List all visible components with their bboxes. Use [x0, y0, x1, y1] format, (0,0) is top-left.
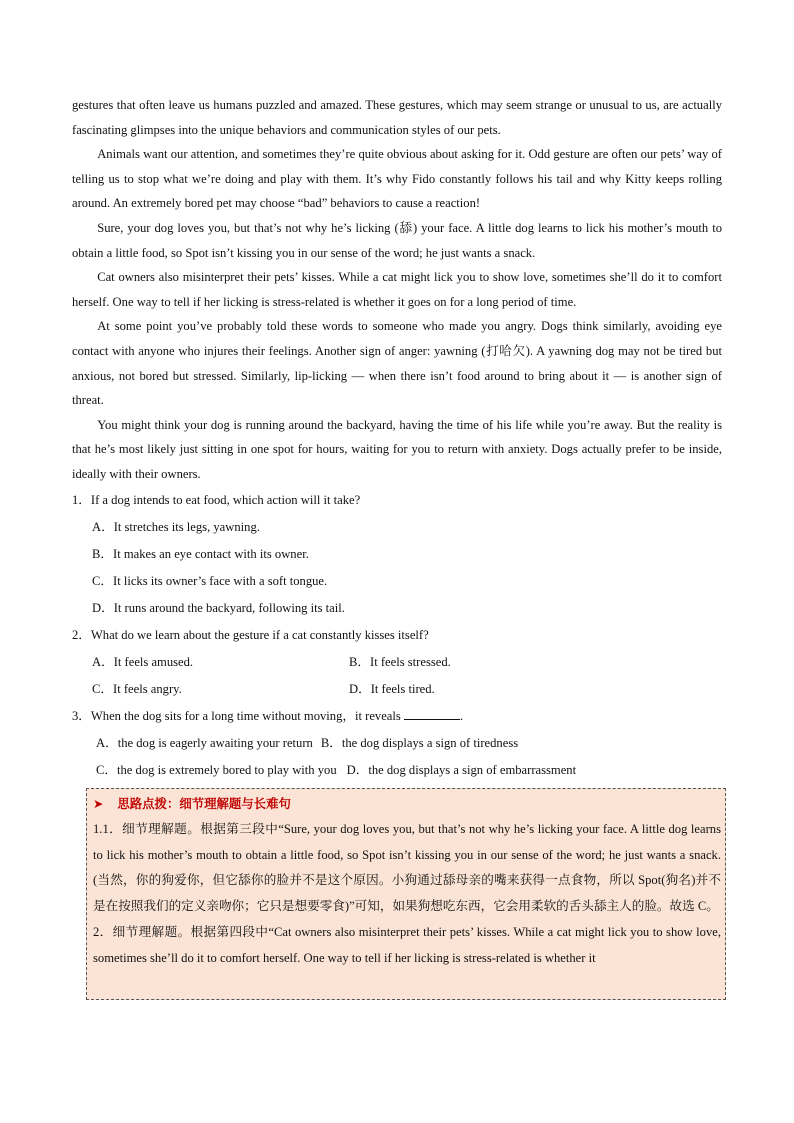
question-1-option-a[interactable]: A．It stretches its legs, yawning. [92, 519, 260, 534]
question-3-stem-end: . [459, 708, 464, 723]
passage-paragraph-4: Cat owners also misinterpret their pets’ kisses. While a cat might lick you to show love, sometimes she’ll do it to comfort herself. One way to tell if her licking is stress-related is whether it goes on for a long period of time. [72, 270, 722, 309]
question-2-stem: 2．What do we learn about the gesture if a cat constantly kisses itself? [72, 627, 429, 642]
hint-box-header [93, 791, 721, 817]
question-3 [72, 703, 722, 784]
question-3-option-b[interactable]: B．the dog displays a sign of tiredness [320, 735, 519, 750]
hint-paragraph-1: 1.1．细节理解题。根据第三段中“Sure, your dog loves you, but that’s not why he’s licking your face. A little dog learns to lick his mother’s mouth to obtain a little food, so Spot isn’t kissing you in our sense of the word; he just wants a snack.(当然，你的狗爱你，但它舔你的脸并不是这个原因。小狗通过舔母亲的嘴来获得一点食物，所以 Spot(狗名)并不是在按照我们的定义亲吻你；它只是想要零食)”可知，如果狗想吃东西，它会用柔软的舌头舔主人的脸。故选 C。 [93, 821, 721, 914]
question-2-option-a[interactable]: A．It feels amused. [92, 654, 194, 669]
question-3-option-a[interactable]: A．the dog is eagerly awaiting your return [96, 735, 313, 750]
question-2 [72, 622, 722, 703]
passage-paragraph-2: Animals want our attention, and sometimes they’re quite obvious about asking for it. Odd gesture are often our pets’ way of telling us to stop what we’re doing and play with them. It’s why Fido constantly follows his tail and why Kitty keeps rolling around. An extremely bored pet may choose “bad” behaviors to cause a reaction! [72, 147, 722, 211]
hint-paragraph-2: 2．细节理解题。根据第四段中“Cat owners also misinterpret their pets’ kisses. While a cat might lick you to show love, sometimes she’ll do it to comfort herself. One way to tell if her licking is stress-related is whether it [93, 924, 721, 965]
hint-box [86, 788, 726, 1000]
passage-paragraph-3: Sure, your dog loves you, but that’s not why he’s licking (舔) your face. A little dog learns to lick his mother’s mouth to obtain a little food, so Spot isn’t kissing you in our sense of the word; he just wants a snack. [72, 220, 722, 260]
question-2-option-b[interactable]: B．It feels stressed. [349, 654, 451, 669]
question-3-stem: 3．When the dog sits for a long time without moving，it reveals [72, 708, 401, 723]
question-1 [72, 487, 722, 622]
passage-paragraph-1: gestures that often leave us humans puzzled and amazed. These gestures, which may seem strange or unusual to us, are actually fascinating glimpses into the unique behaviors and communication styles of our pets. [72, 98, 722, 137]
arrow-right-icon: ➤ [93, 796, 104, 811]
reading-passage [72, 93, 722, 784]
question-1-option-d[interactable]: D．It runs around the backyard, following its tail. [92, 600, 345, 615]
question-1-stem: 1．If a dog intends to eat food, which action will it take? [72, 492, 361, 507]
question-3-stem-wrap [72, 703, 722, 730]
question-2-option-d[interactable]: D．It feels tired. [349, 681, 435, 696]
question-3-option-d[interactable]: D．the dog displays a sign of embarrassment [346, 762, 577, 777]
question-3-option-c[interactable]: C．the dog is extremely bored to play with you [96, 762, 337, 777]
passage-paragraph-5: At some point you’ve probably told these words to someone who made you angry. Dogs think similarly, avoiding eye contact with anyone who injures their feelings. Another sign of anger: yawning (打哈欠). A yawning dog may not be tired but anxious, not bored but stressed. Similarly, lip-licking — when there isn’t food around to bring about it — is another sign of threat. [72, 319, 722, 408]
question-1-option-b[interactable]: B．It makes an eye contact with its owner. [92, 546, 309, 561]
passage-paragraph-6: You might think your dog is running around the backyard, having the time of his life while you’re away. But the reality is that he’s most likely just sitting in one spot for hours, waiting for you to return with anxiety. Dogs actually prefer to be inside, ideally with their owners. [72, 417, 722, 481]
hint-box-title: 思路点拨：细节理解题与长难句 [117, 796, 291, 811]
question-1-option-c[interactable]: C．It licks its owner’s face with a soft tongue. [92, 573, 328, 588]
answer-blank[interactable] [404, 705, 460, 720]
question-2-option-c[interactable]: C．It feels angry. [92, 681, 182, 696]
